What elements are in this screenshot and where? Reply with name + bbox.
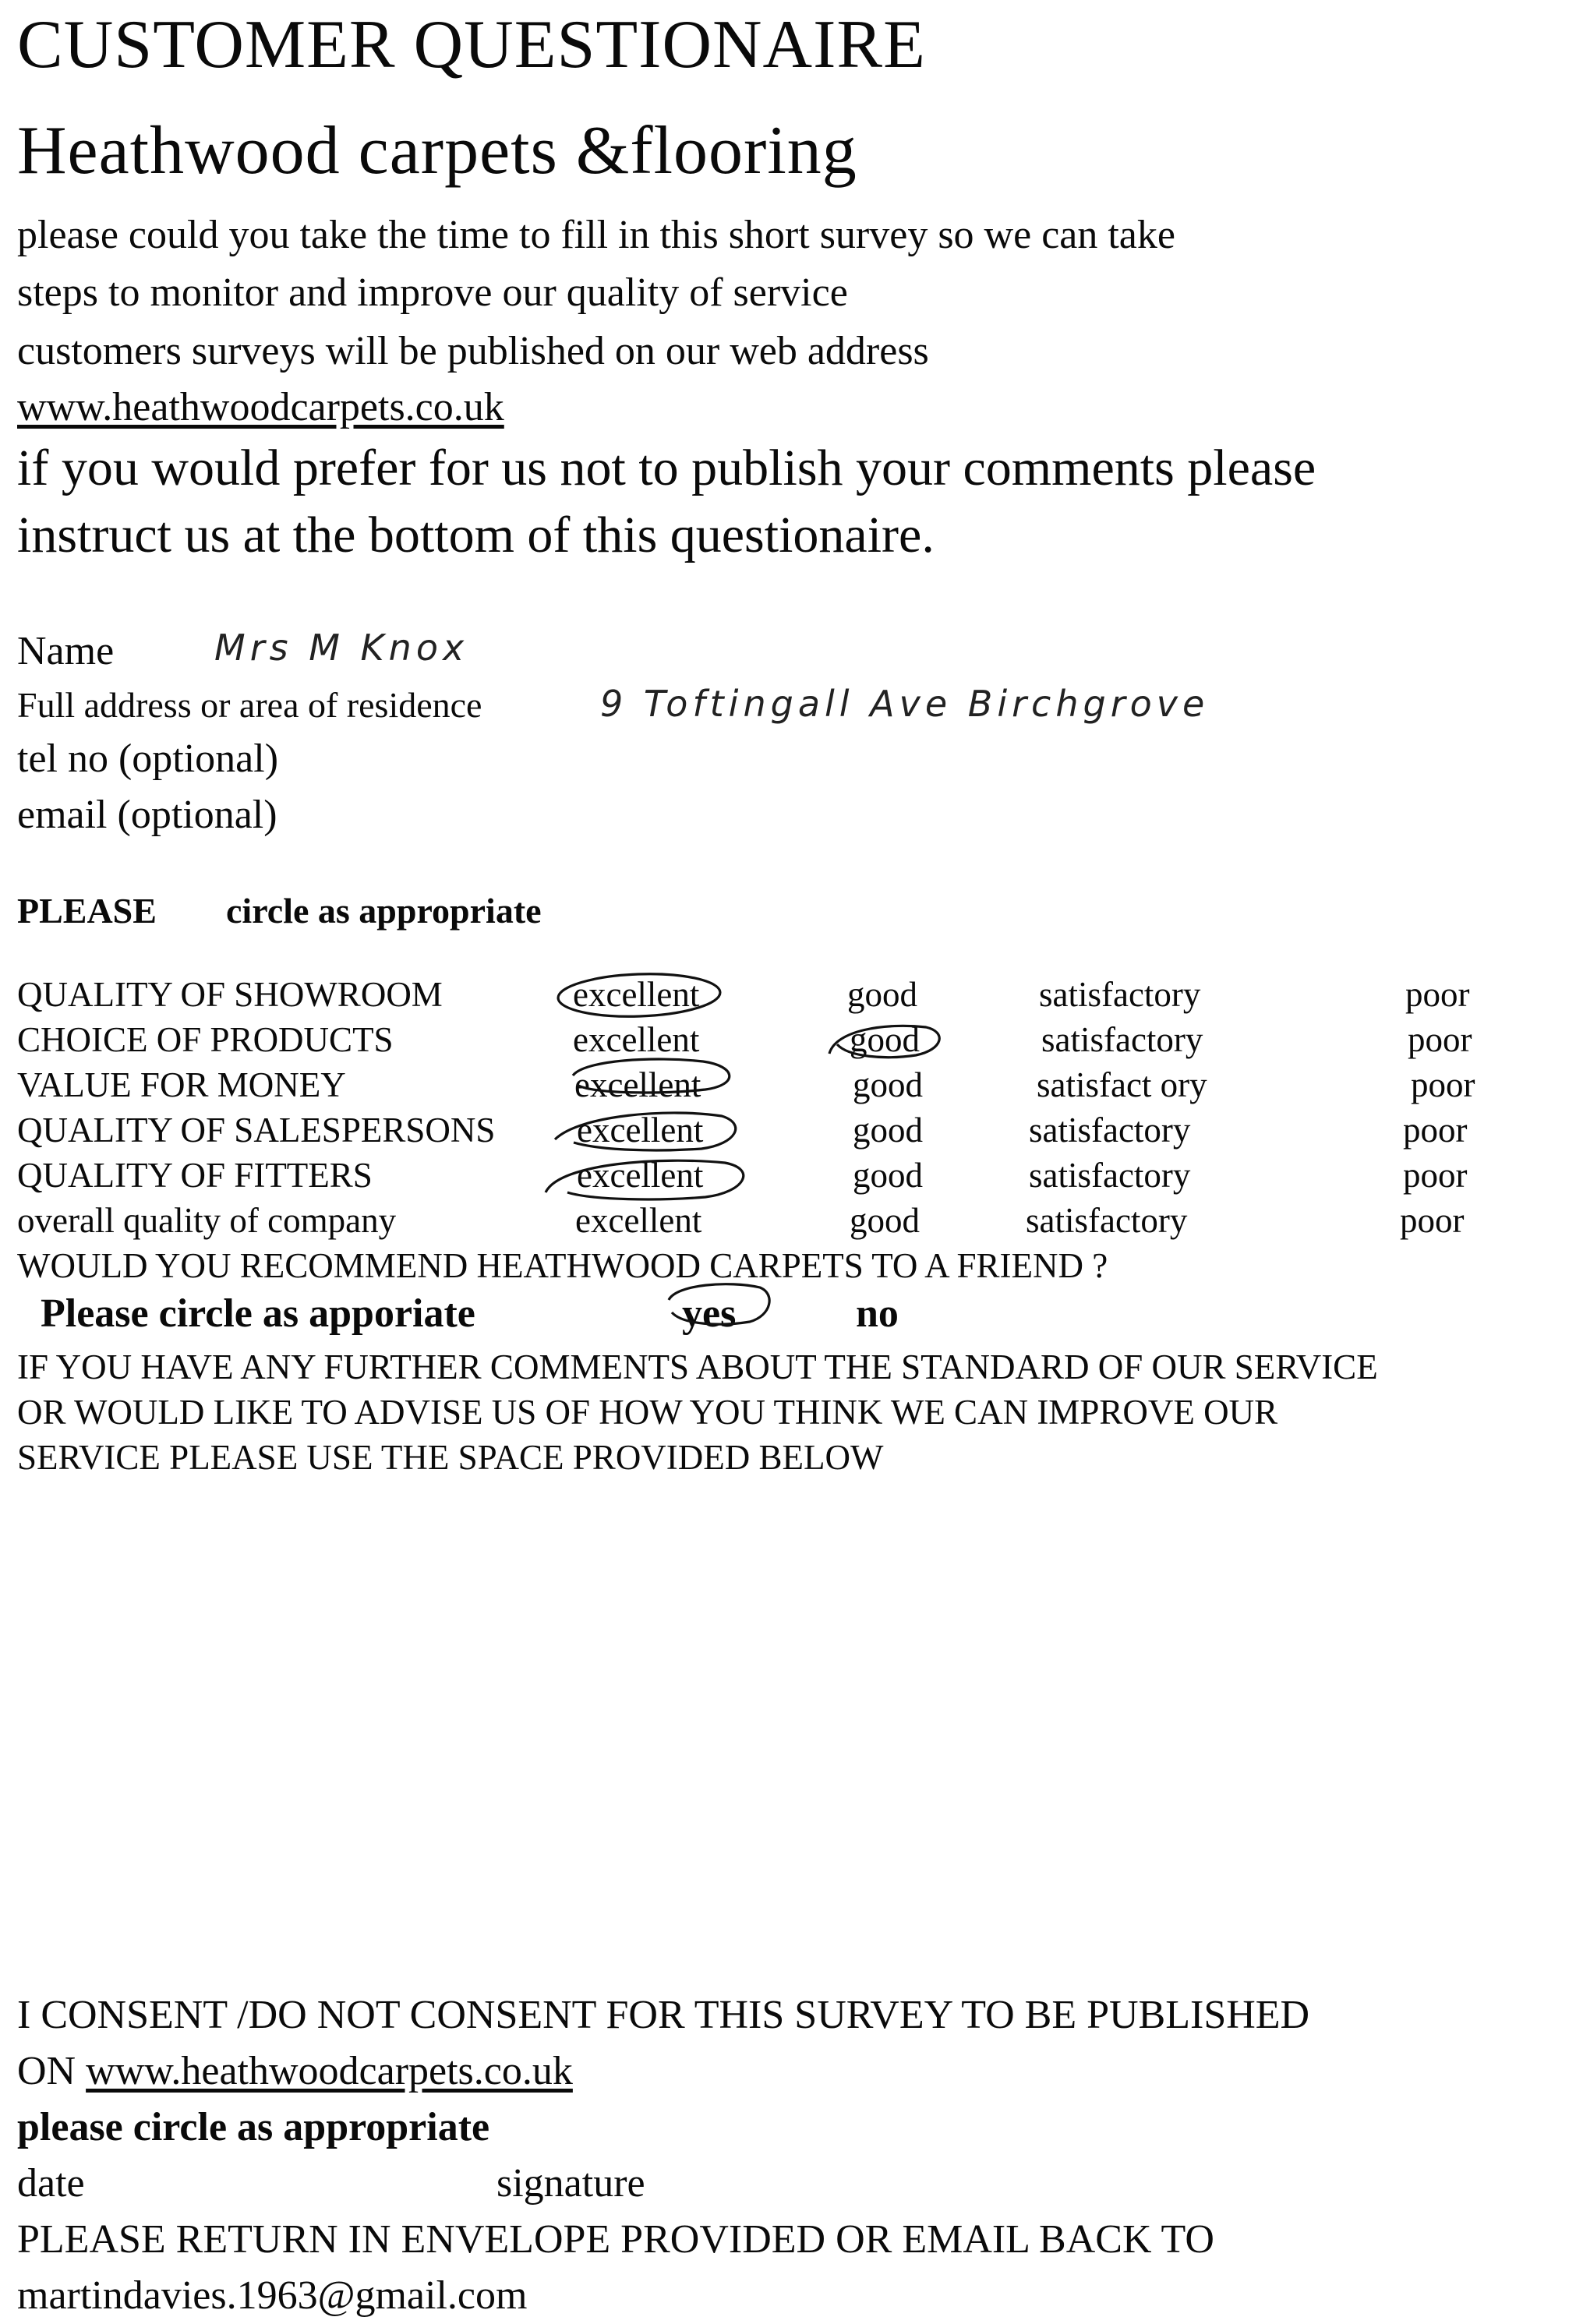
option-excellent[interactable]: excellent xyxy=(573,975,700,1014)
option-satisfactory[interactable]: satisfactory xyxy=(1039,975,1201,1014)
option-poor[interactable]: poor xyxy=(1403,1156,1468,1195)
option-excellent[interactable]: excellent xyxy=(577,1111,704,1150)
option-excellent[interactable]: excellent xyxy=(574,1065,701,1104)
option-poor[interactable]: poor xyxy=(1408,1020,1472,1059)
comments-instruction-line-1: IF YOU HAVE ANY FURTHER COMMENTS ABOUT THE STANDARD OF OUR SERVICE xyxy=(17,1347,1378,1386)
option-poor[interactable]: poor xyxy=(1411,1065,1475,1104)
option-satisfactory[interactable]: satisfactory xyxy=(1029,1111,1191,1150)
intro-line-2: steps to monitor and improve our quality of service xyxy=(17,270,848,315)
address-label: Full address or area of residence xyxy=(17,685,482,725)
publish-preference-line-2: instruct us at the bottom of this questionaire. xyxy=(17,507,935,563)
email-label: email (optional) xyxy=(17,793,277,837)
publish-preference-line-1: if you would prefer for us not to publish your comments please xyxy=(17,440,1316,496)
comments-instruction-line-3: SERVICE PLEASE USE THE SPACE PROVIDED BELOW xyxy=(17,1438,884,1477)
option-good[interactable]: good xyxy=(853,1156,923,1195)
rating-row-label: QUALITY OF FITTERS xyxy=(17,1156,373,1195)
option-good[interactable]: good xyxy=(847,975,917,1014)
comments-instruction-line-2: OR WOULD LIKE TO ADVISE US OF HOW YOU THINK WE CAN IMPROVE OUR xyxy=(17,1393,1278,1432)
return-instruction: PLEASE RETURN IN ENVELOPE PROVIDED OR EMAIL BACK TO xyxy=(17,2217,1214,2262)
rating-row-label: CHOICE OF PRODUCTS xyxy=(17,1020,394,1059)
option-satisfactory[interactable]: satisfactory xyxy=(1041,1020,1203,1059)
consent-on-line xyxy=(17,2051,573,2092)
option-excellent[interactable]: excellent xyxy=(575,1201,702,1240)
intro-line-3: customers surveys will be published on our web address xyxy=(17,329,929,373)
rating-row-label: QUALITY OF SALESPERSONS xyxy=(17,1111,496,1150)
please-heading: PLEASE xyxy=(17,891,157,931)
recommend-no-option[interactable]: no xyxy=(856,1291,899,1336)
recommend-question: WOULD YOU RECOMMEND HEATHWOOD CARPETS TO A FRIEND ? xyxy=(17,1246,1108,1285)
date-label[interactable]: date xyxy=(17,2161,85,2206)
option-excellent[interactable]: excellent xyxy=(573,1020,700,1059)
option-good[interactable]: good xyxy=(853,1065,923,1104)
option-satisfactory[interactable]: satisfactory xyxy=(1029,1156,1191,1195)
recommend-prompt: Please circle as apporiate xyxy=(41,1291,475,1336)
consent-statement: I CONSENT /DO NOT CONSENT FOR THIS SURVEY TO BE PUBLISHED xyxy=(17,1993,1310,2037)
comments-space[interactable] xyxy=(17,1496,1545,1964)
option-poor[interactable]: poor xyxy=(1405,975,1470,1014)
tel-label: tel no (optional) xyxy=(17,736,279,781)
circle-instruction: circle as appropriate xyxy=(226,891,542,931)
option-poor[interactable]: poor xyxy=(1400,1201,1465,1240)
return-email[interactable]: martindavies.1963@gmail.com xyxy=(17,2273,528,2318)
recommend-yes-option[interactable]: yes xyxy=(682,1291,737,1336)
company-name: Heathwood carpets &flooring xyxy=(17,113,857,189)
option-good[interactable]: good xyxy=(853,1111,923,1150)
address-field[interactable]: 9 Toftingall Ave Birchgrove xyxy=(600,683,1210,725)
website-link[interactable]: www.heathwoodcarpets.co.uk xyxy=(17,385,504,429)
rating-row-label: overall quality of company xyxy=(17,1201,397,1240)
option-satisfactory[interactable]: satisfactory xyxy=(1026,1201,1188,1240)
name-label: Name xyxy=(17,629,115,673)
consent-on-text: ON xyxy=(17,2049,87,2093)
option-good[interactable]: good xyxy=(850,1020,920,1059)
consent-website-link[interactable]: www.heathwoodcarpets.co.uk xyxy=(86,2049,573,2093)
signature-label[interactable]: signature xyxy=(496,2161,645,2206)
option-excellent[interactable]: excellent xyxy=(577,1156,704,1195)
name-field[interactable]: Mrs M Knox xyxy=(214,627,469,669)
rating-row-label: VALUE FOR MONEY xyxy=(17,1065,346,1104)
intro-line-1: please could you take the time to fill in this short survey so we can take xyxy=(17,213,1175,257)
consent-circle-instruction: please circle as appropriate xyxy=(17,2105,490,2149)
option-satisfactory[interactable]: satisfact ory xyxy=(1037,1065,1207,1104)
option-good[interactable]: good xyxy=(850,1201,920,1240)
rating-row-label: QUALITY OF SHOWROOM xyxy=(17,975,443,1014)
form-title: CUSTOMER QUESTIONAIRE xyxy=(17,7,926,83)
option-poor[interactable]: poor xyxy=(1403,1111,1468,1150)
